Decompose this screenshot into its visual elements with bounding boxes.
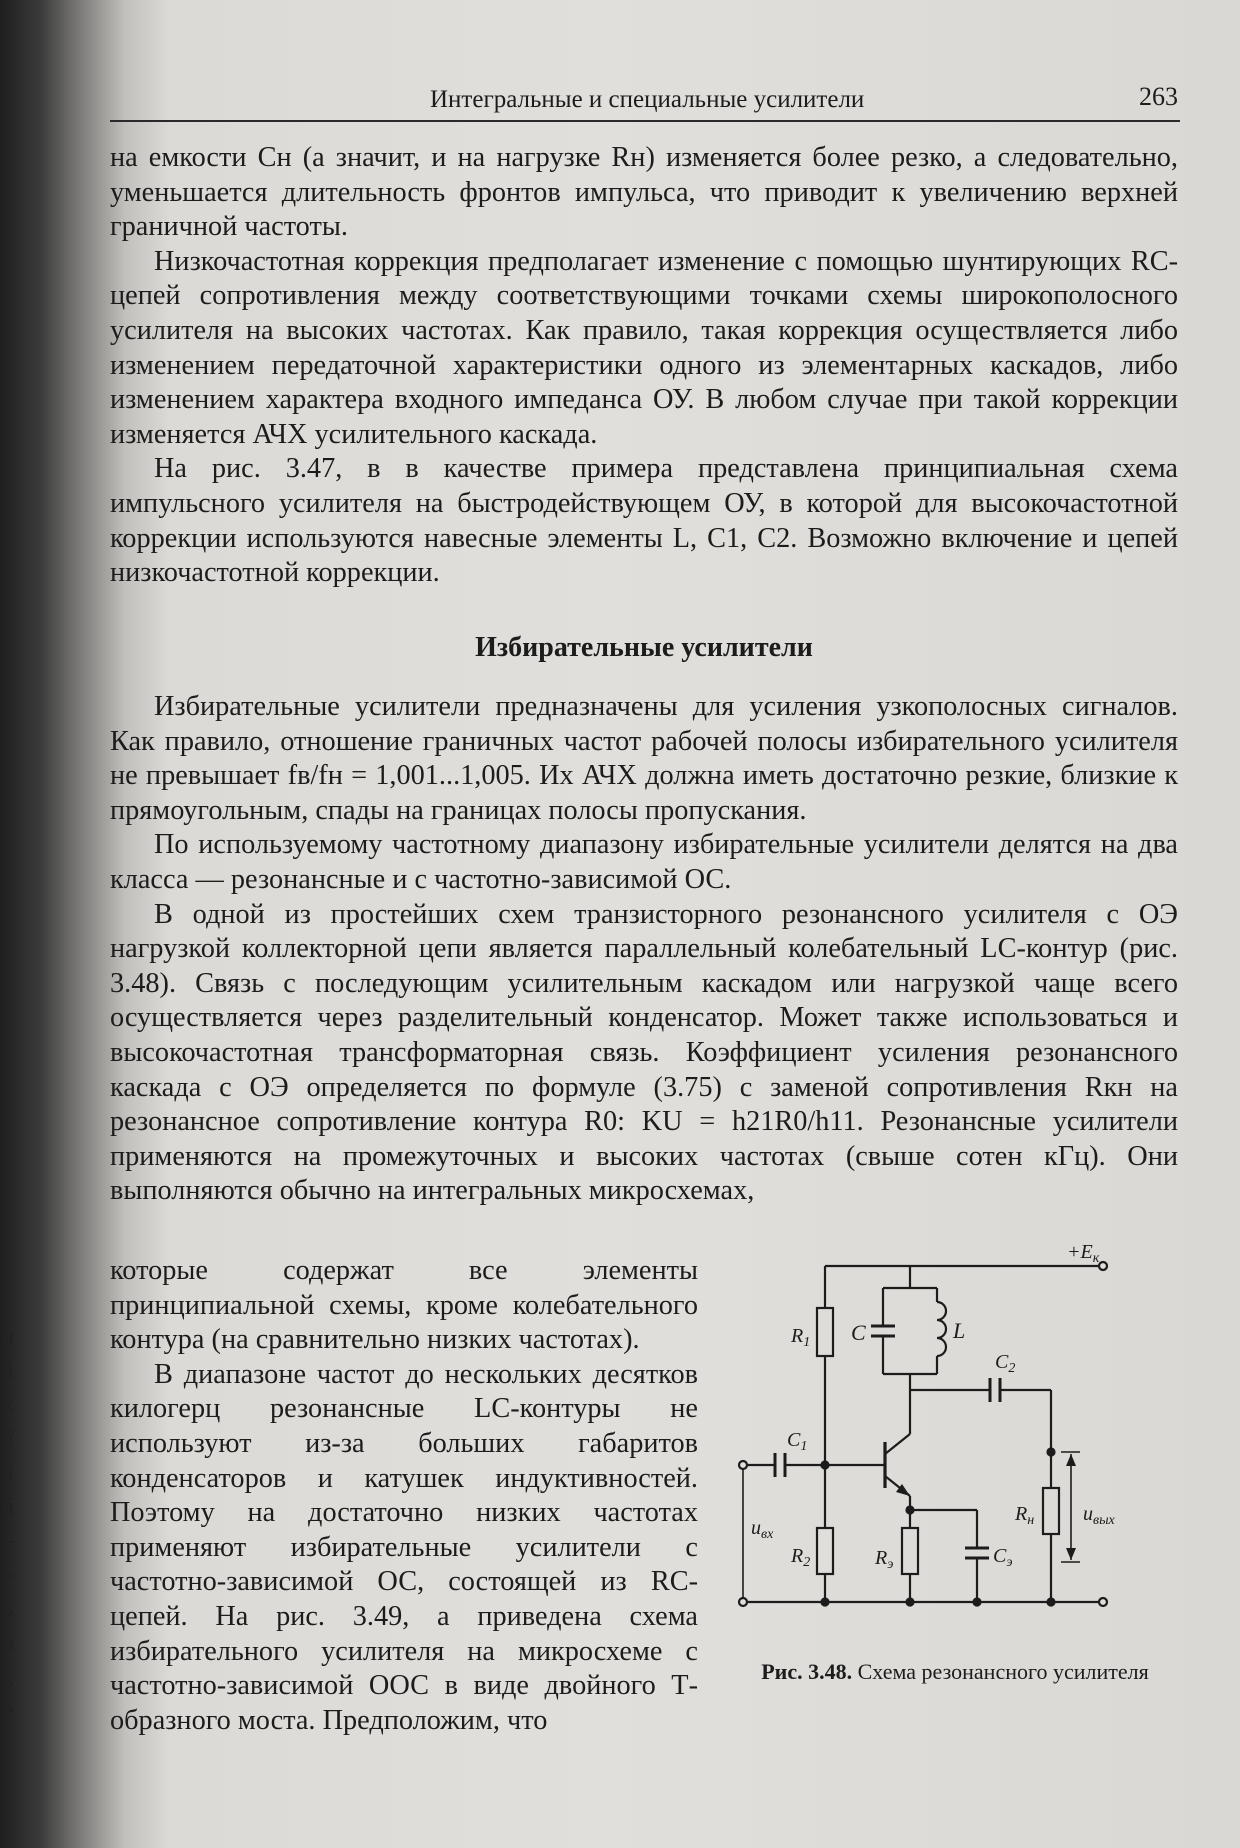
- resonant-amplifier-schematic: [715, 1240, 1185, 1610]
- left-page-edge-fragments: [0, 1320, 14, 1728]
- fragment: і: [7, 1358, 14, 1384]
- fragment: е: [3, 1698, 14, 1724]
- resistor-re: [902, 1528, 918, 1574]
- paragraph: на емкости Cн (а значит, и на нагрузке Rн) изменяется более резко, а следовательно, уменьшается длительность фронтов импульса, что приводит к увеличению верхней граничной частоты.: [110, 142, 1178, 243]
- paragraph: По используемому частотному диапазону избирательные усилители делятся на два класса — резонансные и с частотно-зависимой ОС.: [110, 829, 1178, 895]
- fragment: й: [1, 1494, 14, 1520]
- resistor-r2: [817, 1528, 833, 1574]
- junction: [822, 1599, 829, 1606]
- label-c: C: [851, 1320, 866, 1345]
- paragraph: Избирательные усилители предназначены для усиления узкополосных сигналов. Как правило, отношение граничных частот рабочей полосы избирательного усилителя не превышает fв/fн = 1,001...1,005. Их АЧХ должна иметь достаточно резкие, близкие к прямоугольным, спады на границах полосы пропускания.: [110, 691, 1178, 826]
- label-re: $R_э$: [875, 1547, 894, 1572]
- inductor-l: [937, 1302, 946, 1356]
- uout-arrowhead: [1066, 1454, 1076, 1466]
- fragment: і: [7, 1460, 14, 1486]
- junction: [1048, 1599, 1055, 1606]
- caption-label: Рис. 3.48.: [761, 1659, 853, 1684]
- text-column-left: [110, 1254, 698, 1738]
- label-uout: $u_{вых}$: [1083, 1503, 1115, 1528]
- fragment: ,: [8, 1664, 14, 1690]
- junction: [907, 1599, 914, 1606]
- resistor-r1: [817, 1308, 833, 1356]
- label-c1: $C_1$: [787, 1429, 808, 1454]
- label-c2: $C_2$: [995, 1351, 1016, 1376]
- label-rn: $R_н$: [1015, 1503, 1035, 1528]
- page-number: 263: [1139, 82, 1178, 111]
- text-block-middle: [110, 690, 1178, 1209]
- input-terminal: [739, 1461, 747, 1469]
- text-block-top: [110, 141, 1178, 591]
- paragraph: которые содержат все элементы принципиальной схемы, кроме колебательного контура (на сравнительно низких частотах).: [110, 1255, 698, 1356]
- section-heading: Избирательные усилители: [475, 632, 813, 663]
- junction: [974, 1599, 981, 1606]
- resistor-rn: [1043, 1488, 1059, 1534]
- fragment: ь: [3, 1596, 14, 1622]
- fragment: ї: [7, 1426, 14, 1452]
- output-ground-terminal: [1099, 1598, 1107, 1606]
- label-r1: $R_1$: [791, 1325, 811, 1350]
- caption-text: Схема резонансного усилителя: [852, 1659, 1149, 1684]
- transistor-collector: [885, 1434, 910, 1454]
- paragraph: Низкочастотная коррекция предполагает изменение с помощью шунтирующих RC-цепей сопротивления между соответствующими точками схемы широкополосного усилителя на высоких частотах. Как правило, такая коррекция осуществляется либо изменением передаточной характеристики одного из элементарных каскадов, либо изменением характера входного импеданса ОУ. В любом случае при такой коррекции изменяется АЧХ усилительного каскада.: [110, 245, 1178, 450]
- paragraph: В диапазоне частот до нескольких десятков килогерц резонансные LC-контуры не используют из-за больших габаритов конденсаторов и катушек индуктивностей. Поэтому на достаточно низких частотах применяют избирательные усилители с частотно-зависимой ОС, состоящей из RC-цепей. На рис. 3.49, а приведена схема избирательного усилителя на микросхеме с частотно-зависимой ООС в виде двойного Т-образного моста. Предположим, что: [110, 1358, 698, 1736]
- label-ek: $+E_к$: [1067, 1241, 1100, 1266]
- uout-arrowhead: [1066, 1548, 1076, 1560]
- label-l: L: [953, 1318, 966, 1343]
- label-r2: $R_2$: [791, 1545, 811, 1570]
- label-ce: $C_э$: [993, 1545, 1013, 1570]
- header-title: Интегральные и специальные усилители: [430, 86, 865, 113]
- input-ground-terminal: [739, 1598, 747, 1606]
- fragment: к: [2, 1392, 14, 1418]
- paragraph: В одной из простейших схем транзисторного резонансного усилителя с ОЭ нагрузкой коллекторной цепи является параллельный колебательный LC-контур (рис. 3.48). Связь с последующим усилительным каскадом или нагрузкой чаще всего осуществляется через разделительный конденсатор. Может также использоваться и высокочастотная трансформаторная связь. Коэффициент усиления резонансного каскада с ОЭ определяется по формуле (3.75) с заменой сопротивления Rкн на резонансное сопротивление контура R0: KU = h21R0/h11. Резонансные усилители применяются на промежуточных и высоких частотах (свыше сотен кГц). Они выполняются обычно на интегральных микросхемах,: [110, 898, 1178, 1207]
- running-header: [110, 78, 1180, 122]
- figure-caption: [745, 1658, 1165, 1686]
- fragment: -: [6, 1562, 14, 1588]
- supply-terminal: [1099, 1262, 1107, 1270]
- fragment: -: [6, 1528, 14, 1554]
- paragraph: На рис. 3.47, в в качестве примера представлена принципиальная схема импульсного усилителя на быстродействующем ОУ, в которой для высокочастотной коррекции используются навесные элементы L, C1, C2. Возможно включение и цепей низкочастотной коррекции.: [110, 453, 1178, 589]
- fragment: в: [2, 1630, 14, 1656]
- label-uin: $u_{вх}$: [751, 1517, 774, 1542]
- fragment: и: [1, 1324, 14, 1350]
